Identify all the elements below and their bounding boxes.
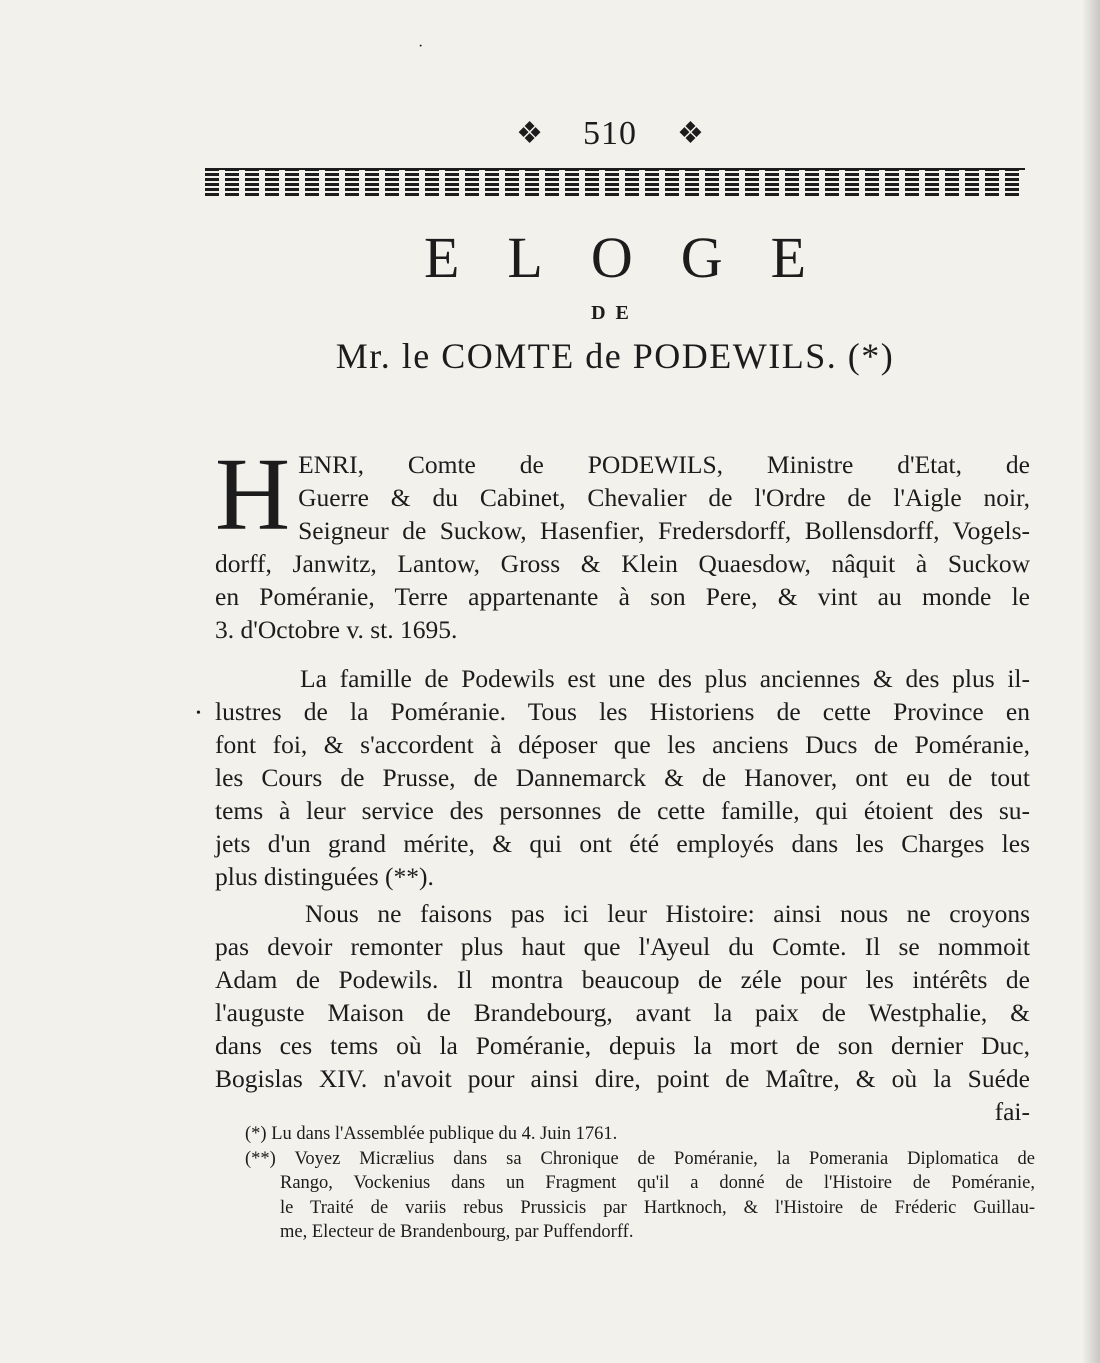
paragraph-3-line: pas devoir remonter plus haut que l'Ayeul du Comte. Il se nommoit <box>215 932 1030 961</box>
paragraph-3-line: Nous ne faisons pas ici leur Histoire: ainsi nous ne croyons <box>305 899 1030 928</box>
paragraph-1-line: 3. d'Octobre v. st. 1695. <box>215 615 458 644</box>
paragraph-2-line: tems à leur service des personnes de cette famille, qui étoient des su- <box>215 796 1030 825</box>
footnote-2-line: le Traité de variis rebus Prussicis par Hartknoch, & l'Histoire de Fréderic Guillau- <box>280 1197 1035 1218</box>
page-header <box>460 112 760 156</box>
paragraph-1-line: Guerre & du Cabinet, Chevalier de l'Ordre de l'Aigle noir, <box>298 483 1030 512</box>
paragraph-2 <box>215 662 1030 893</box>
paragraph-3-line: l'auguste Maison de Brandebourg, avant la paix de Westphalie, & <box>215 998 1030 1027</box>
paragraph-3-line: Bogislas XIV. n'avoit pour ainsi dire, point de Maître, & où la Suéde <box>215 1064 1030 1093</box>
margin-mark: • <box>196 706 201 721</box>
paragraph-3-line: dans ces tems où la Poméranie, depuis la mort de son dernier Duc, <box>215 1031 1030 1060</box>
title-eloge: ELOGE <box>423 225 855 290</box>
fleuron-left-icon: ❖ <box>516 117 543 150</box>
ornament-band <box>205 170 1025 196</box>
paragraph-2-line: les Cours de Prusse, de Dannemarck & de Hanover, ont eu de tout <box>215 763 1030 792</box>
footnote-2-line: me, Electeur de Brandenbourg, par Puffendorff. <box>280 1222 634 1242</box>
footnote-2-line: Rango, Vockenius dans un Fragment qu'il a donné de l'Histoire de Poméranie, <box>280 1173 1035 1193</box>
title-de: DE <box>591 302 639 324</box>
footnote-2-line: (**) Voyez Micrælius dans sa Chronique de Poméranie, la Pomerania Diplomatica de <box>245 1148 1035 1169</box>
catchword: fai- <box>994 1097 1030 1126</box>
paragraph-1 <box>215 437 1030 646</box>
footnotes <box>245 1122 1035 1245</box>
page-edge-shadow <box>1082 0 1100 1363</box>
paragraph-2-line: La famille de Podewils est une des plus anciennes & des plus il- <box>300 664 1030 693</box>
paragraph-3-line: Adam de Podewils. Il montra beaucoup de zéle pour les intérêts de <box>215 965 1030 994</box>
paragraph-1-line: Seigneur de Suckow, Hasenfier, Fredersdorff, Bollensdorff, Vogels- <box>298 516 1030 545</box>
paragraph-1-line: dorff, Janwitz, Lantow, Gross & Klein Quaesdow, nâquit à Suckow <box>215 549 1030 578</box>
margin-speck: · <box>418 38 424 55</box>
paragraph-2-line: plus distinguées (**). <box>215 862 434 891</box>
footnote-1: (*) Lu dans l'Assemblée publique du 4. Juin 1761. <box>245 1124 618 1144</box>
paragraph-2-line: lustres de la Poméranie. Tous les Historiens de cette Province en <box>215 697 1030 726</box>
fleuron-right-icon: ❖ <box>677 117 704 150</box>
title-comte: Mr. le COMTE de PODEWILS. (*) <box>335 336 895 376</box>
paragraph-2-line: font foi, & s'accordent à déposer que les anciens Ducs de Poméranie, <box>215 730 1030 759</box>
page-number: 510 <box>583 115 637 152</box>
paragraph-3 <box>215 897 1030 1128</box>
paragraph-2-line: jets d'un grand mérite, & qui ont été employés dans les Charges les <box>215 829 1030 858</box>
paragraph-1-line: ENRI, Comte de PODEWILS, Ministre d'Etat, de <box>298 450 1030 479</box>
paragraph-1-line: en Poméranie, Terre appartenante à son Pere, & vint au monde le <box>215 582 1030 611</box>
drop-cap: H <box>215 437 291 552</box>
